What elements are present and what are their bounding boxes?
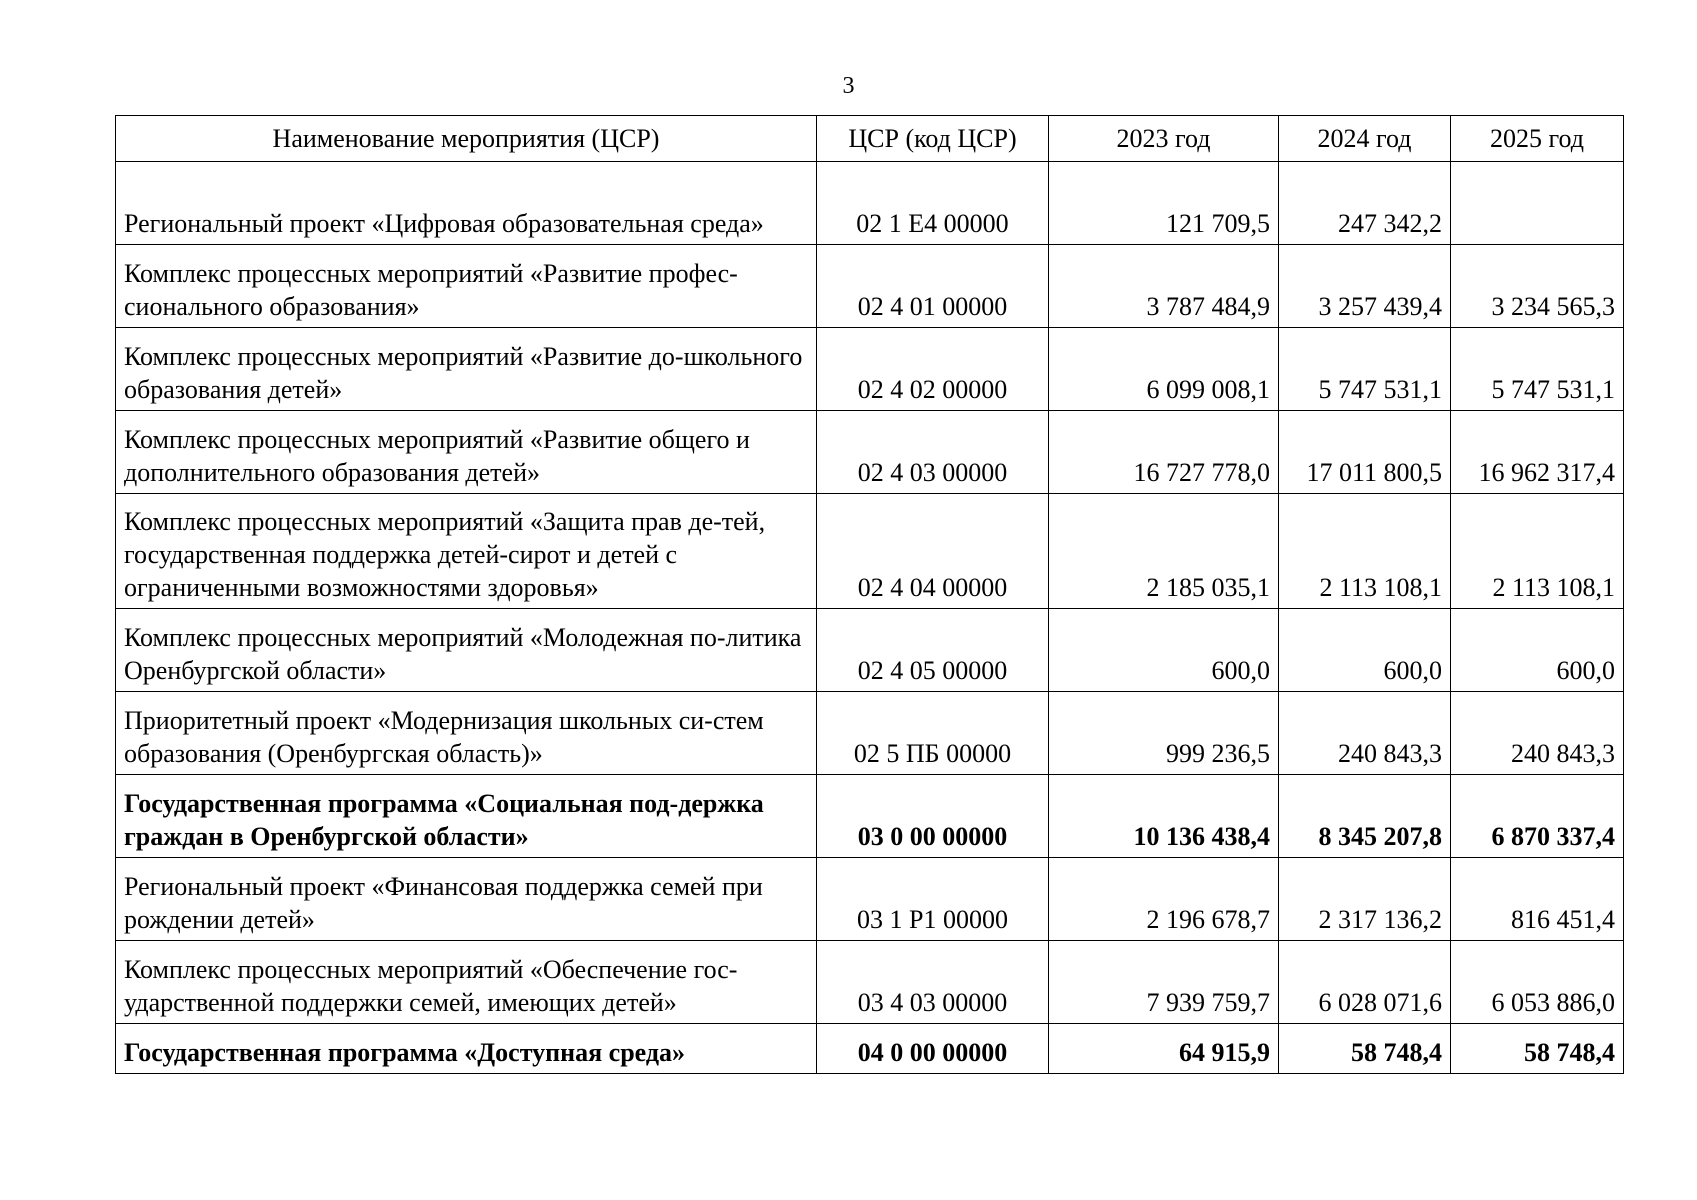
table-row: [116, 858, 1624, 941]
row-code: 02 4 02 00000: [817, 328, 1049, 411]
table-row: [116, 941, 1624, 1024]
row-2023: 3 787 484,9: [1049, 245, 1279, 328]
row-2023: 16 727 778,0: [1049, 411, 1279, 494]
row-2025: 16 962 317,4: [1451, 411, 1624, 494]
row-code: 02 4 05 00000: [817, 609, 1049, 692]
row-2024: 3 257 439,4: [1279, 245, 1451, 328]
row-name: Региональный проект «Цифровая образовательная среда»: [116, 162, 817, 245]
table-row: [116, 245, 1624, 328]
page-number: 3: [842, 73, 855, 99]
row-2023: 10 136 438,4: [1049, 775, 1279, 858]
row-name: Государственная программа «Социальная под-держка граждан в Оренбургской области»: [116, 775, 817, 858]
row-name: Комплекс процессных мероприятий «Развитие до-школьного образования детей»: [116, 328, 817, 411]
row-2024: 600,0: [1279, 609, 1451, 692]
row-name: Комплекс процессных мероприятий «Защита прав де-тей, государственная поддержка детей-сирот и детей с ограниченными возможностями здоровья»: [116, 494, 817, 609]
table-header-row: [116, 116, 1624, 162]
row-name: Региональный проект «Финансовая поддержка семей при рождении детей»: [116, 858, 817, 941]
row-2024: 2 317 136,2: [1279, 858, 1451, 941]
row-2025: 6 870 337,4: [1451, 775, 1624, 858]
budget-table: [115, 115, 1624, 1074]
header-2025: 2025 год: [1451, 116, 1624, 162]
row-name: Комплекс процессных мероприятий «Развитие профес-сионального образования»: [116, 245, 817, 328]
table-row-program-total: [116, 775, 1624, 858]
table-row: [116, 162, 1624, 245]
row-2025: 5 747 531,1: [1451, 328, 1624, 411]
row-name: Комплекс процессных мероприятий «Молодежная по-литика Оренбургской области»: [116, 609, 817, 692]
row-2023: 7 939 759,7: [1049, 941, 1279, 1024]
row-2025: 58 748,4: [1451, 1024, 1624, 1074]
row-2025: 2 113 108,1: [1451, 494, 1624, 609]
header-name: Наименование мероприятия (ЦСР): [116, 116, 817, 162]
row-name: Приоритетный проект «Модернизация школьных си-стем образования (Оренбургская область)»: [116, 692, 817, 775]
row-2025: 240 843,3: [1451, 692, 1624, 775]
row-2025: 600,0: [1451, 609, 1624, 692]
row-code: 03 1 P1 00000: [817, 858, 1049, 941]
row-2023: 2 196 678,7: [1049, 858, 1279, 941]
row-code: 03 4 03 00000: [817, 941, 1049, 1024]
row-code: 02 1 E4 00000: [817, 162, 1049, 245]
table-row: [116, 328, 1624, 411]
table-row: [116, 609, 1624, 692]
row-2023: 600,0: [1049, 609, 1279, 692]
row-2024: 58 748,4: [1279, 1024, 1451, 1074]
row-2024: 2 113 108,1: [1279, 494, 1451, 609]
row-2023: 6 099 008,1: [1049, 328, 1279, 411]
row-2025: 3 234 565,3: [1451, 245, 1624, 328]
row-2025: 6 053 886,0: [1451, 941, 1624, 1024]
row-name: Государственная программа «Доступная среда»: [116, 1024, 817, 1074]
header-2024: 2024 год: [1279, 116, 1451, 162]
table-row-program-total: [116, 1024, 1624, 1074]
row-2023: 2 185 035,1: [1049, 494, 1279, 609]
row-code: 02 4 04 00000: [817, 494, 1049, 609]
row-2024: 8 345 207,8: [1279, 775, 1451, 858]
row-name: Комплекс процессных мероприятий «Развитие общего и дополнительного образования детей»: [116, 411, 817, 494]
table-row: [116, 411, 1624, 494]
row-code: 03 0 00 00000: [817, 775, 1049, 858]
row-name: Комплекс процессных мероприятий «Обеспечение гос-ударственной поддержки семей, имеющих детей»: [116, 941, 817, 1024]
row-2023: 121 709,5: [1049, 162, 1279, 245]
table-row: [116, 494, 1624, 609]
row-code: 02 4 03 00000: [817, 411, 1049, 494]
header-2023: 2023 год: [1049, 116, 1279, 162]
row-code: 02 5 ПБ 00000: [817, 692, 1049, 775]
row-2023: 999 236,5: [1049, 692, 1279, 775]
row-2024: 247 342,2: [1279, 162, 1451, 245]
row-code: 02 4 01 00000: [817, 245, 1049, 328]
row-2025: [1451, 162, 1624, 245]
table-row: [116, 692, 1624, 775]
row-2024: 17 011 800,5: [1279, 411, 1451, 494]
row-2023: 64 915,9: [1049, 1024, 1279, 1074]
row-2024: 240 843,3: [1279, 692, 1451, 775]
row-2024: 6 028 071,6: [1279, 941, 1451, 1024]
row-2024: 5 747 531,1: [1279, 328, 1451, 411]
row-2025: 816 451,4: [1451, 858, 1624, 941]
row-code: 04 0 00 00000: [817, 1024, 1049, 1074]
header-code: ЦСР (код ЦСР): [817, 116, 1049, 162]
